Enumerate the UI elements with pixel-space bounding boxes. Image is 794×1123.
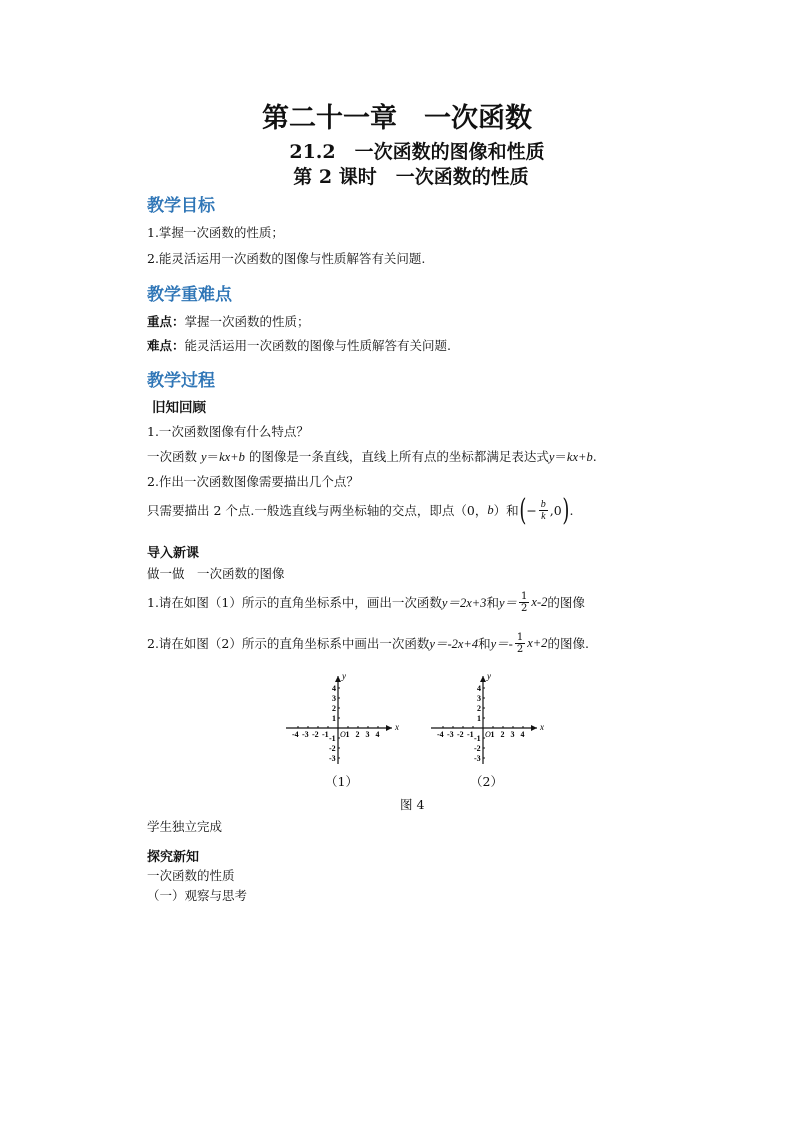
y-tick-label: 4 [332, 684, 336, 693]
x-axis-label: x [540, 722, 544, 732]
a1-expr: kx+b [219, 450, 245, 464]
difficult-point [147, 336, 451, 354]
task1-fraction [519, 591, 529, 614]
x-tick-label: -2 [312, 730, 319, 739]
x-tick-label: -2 [457, 730, 464, 739]
a2-left-paren: ( [518, 492, 526, 528]
y-tick-label: -1 [474, 734, 481, 743]
x-tick-label: 2 [355, 730, 360, 739]
task1-f1: y＝2x+3 [441, 596, 487, 610]
difficult-text: 能灵活运用一次函数的图像与性质解答有关问题. [184, 338, 451, 353]
key-label: 重点： [147, 314, 185, 329]
chapter-title: 第二十一章 一次函数 [262, 103, 532, 134]
intro-activity: 做一做 一次函数的图像 [147, 566, 285, 581]
x-tick-label: 4 [375, 730, 380, 739]
review-question-2: 2.作出一次函数图像需要描出几个点？ [147, 474, 359, 489]
task2-f1: y＝-2x+4 [429, 637, 479, 651]
task2-end: 的图像. [547, 636, 589, 651]
a2-pre: 只需要描出 2 个点.一般选直线与两坐标轴的交点，即点（0， [147, 503, 488, 518]
y-tick-label: -2 [329, 744, 336, 753]
difficult-label: 难点： [147, 338, 185, 353]
a2-right-paren: ) [562, 492, 570, 528]
y-tick-label: 1 [332, 714, 336, 723]
a1-eq2: ＝ [554, 449, 567, 464]
y-tick-label: -3 [474, 754, 481, 763]
x-tick-label: -4 [292, 730, 299, 739]
origin-label: O [340, 730, 346, 739]
intro-task-1 [147, 586, 585, 618]
task1-pre: 1.请在如图（1）所示的直角坐标系中，画出一次函数 [147, 595, 442, 610]
intro-heading: 导入新课 [147, 546, 200, 561]
explore-line-2: （一）观察与思考 [147, 888, 248, 903]
task2-fraction [515, 632, 525, 655]
task2-rest: x+2 [527, 635, 548, 650]
x-tick-label: 3 [365, 730, 370, 739]
a2-b: b [487, 502, 494, 517]
y-tick-label: -3 [329, 754, 336, 763]
origin-label: O [485, 730, 491, 739]
x-axis-arrow [531, 725, 537, 731]
explore-heading: 探究新知 [147, 850, 200, 865]
y-axis-label: y [487, 671, 491, 681]
task1-den: 2 [521, 602, 528, 614]
student-note: 学生独立完成 [147, 819, 223, 834]
x-tick-label: -3 [447, 730, 454, 739]
a2-frac-den: k [541, 510, 546, 522]
figure-label-1: （1） [325, 774, 358, 789]
y-tick-label: -1 [329, 734, 336, 743]
a2-end: . [569, 502, 574, 518]
a2-minus: − [526, 502, 537, 518]
process-heading: 教学过程 [147, 371, 215, 391]
goal-item-2: 2.能灵活运用一次函数的图像与性质解答有关问题. [147, 251, 426, 266]
x-tick-label: 2 [500, 730, 505, 739]
task2-num: 1 [516, 631, 524, 643]
y-tick-label: 2 [477, 704, 481, 713]
task1-end: 的图像 [547, 595, 585, 610]
y-axis-arrow [480, 676, 486, 682]
coordinate-grid-1 [280, 668, 400, 768]
review-answer-2 [147, 490, 573, 530]
review-answer-1 [147, 447, 597, 465]
figure-caption: 图 4 [400, 797, 425, 812]
x-axis-label: x [395, 722, 399, 732]
y-tick-label: 1 [477, 714, 481, 723]
goal-item-1: 1.掌握一次函数的性质； [147, 225, 284, 240]
a1-pre: 一次函数 [147, 449, 201, 464]
goals-heading: 教学目标 [147, 196, 215, 216]
task1-rest: x-2 [531, 594, 548, 609]
a1-end: . [592, 449, 597, 464]
task2-den: 2 [516, 643, 524, 655]
y-axis-arrow [335, 676, 341, 682]
x-tick-label: 1 [345, 730, 350, 739]
a1-y: y [200, 450, 207, 464]
task1-and: 和 [486, 595, 499, 610]
a1-mid: 的图像是一条直线，直线上所有点的坐标都满足表达式 [244, 449, 549, 464]
task1-y: y＝ [498, 596, 518, 610]
key-text: 掌握一次函数的性质； [184, 314, 310, 329]
y-tick-label: 3 [332, 694, 336, 703]
y-axis-label: y [342, 671, 346, 681]
coordinate-grid-2 [425, 668, 545, 768]
task1-num: 1 [521, 590, 528, 602]
y-tick-label: 3 [477, 694, 481, 703]
x-tick-label: -1 [322, 730, 329, 739]
review-heading: 旧知回顾 [152, 400, 206, 416]
a1-y2: y [548, 450, 555, 464]
a2-fraction [539, 499, 548, 522]
x-tick-label: -4 [437, 730, 444, 739]
y-tick-label: 2 [332, 704, 336, 713]
a2-frac-num: b [540, 498, 546, 510]
figure-label-2: （2） [470, 774, 503, 789]
a2-zero: ,0 [549, 502, 562, 518]
task2-y: y＝- [490, 637, 513, 651]
x-tick-label: 4 [520, 730, 525, 739]
a1-expr2: kx+b [566, 450, 593, 464]
x-tick-label: -1 [467, 730, 474, 739]
x-axis-arrow [386, 725, 392, 731]
task2-pre: 2.请在如图（2）所示的直角坐标系中画出一次函数 [147, 636, 430, 651]
a2-mid: ）和 [493, 503, 519, 518]
y-tick-label: -2 [474, 744, 481, 753]
intro-task-2 [147, 627, 589, 659]
task2-and: 和 [478, 636, 491, 651]
x-tick-label: -3 [302, 730, 309, 739]
explore-line-1: 一次函数的性质 [147, 868, 235, 883]
section-title: 21.2 一次函数的图像和性质 [289, 141, 545, 163]
review-question-1: 1.一次函数图像有什么特点？ [147, 424, 309, 439]
x-tick-label: 3 [510, 730, 515, 739]
key-point [147, 312, 310, 330]
a1-eq: ＝ [206, 449, 220, 464]
lesson-title: 第 2 课时 一次函数的性质 [293, 166, 529, 188]
key-points-heading: 教学重难点 [147, 285, 232, 305]
y-tick-label: 4 [477, 684, 481, 693]
x-tick-label: 1 [490, 730, 495, 739]
